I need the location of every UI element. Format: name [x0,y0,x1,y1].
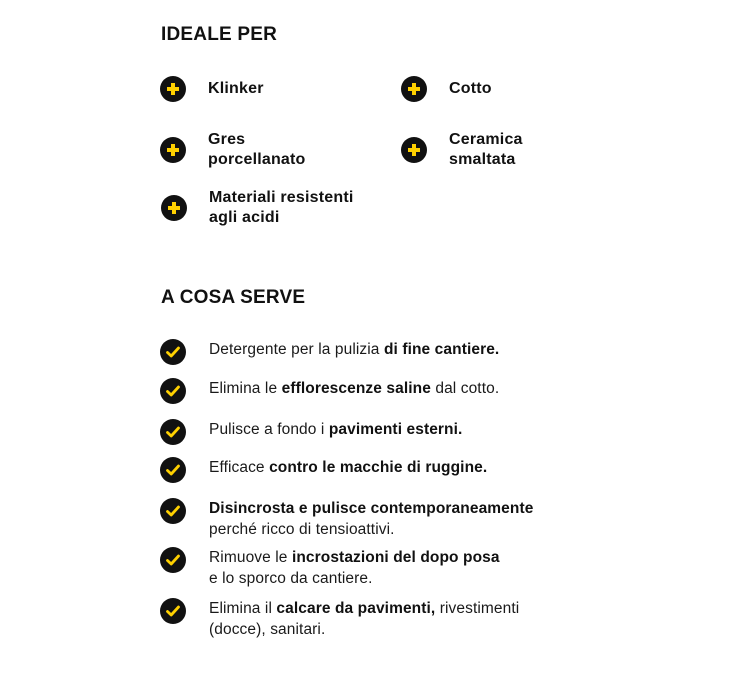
use-item [160,498,533,540]
check-icon [160,378,186,404]
ideal-item-klinker [160,76,264,102]
use-item-text: Efficace contro le macchie di ruggine. [209,459,488,476]
use-item-text: Detergente per la pulizia di fine cantiere. [209,341,500,358]
check-icon [160,419,186,445]
use-item [160,457,487,483]
ideal-item-label: Klinker [208,80,264,97]
use-item-text: Elimina il calcare da pavimenti, rivestimenti (docce), sanitari. [209,600,520,638]
use-item-text: Disincrosta e pulisce contemporaneamente perché ricco di tensioattivi. [209,500,534,538]
a-cosa-serve-heading: A COSA SERVE [161,287,306,308]
ideal-item-ceramica-smaltata [401,130,523,170]
check-icon [160,498,186,524]
ideal-item-label: Cotto [449,80,492,97]
check-icon [160,457,186,483]
ideale-per-heading: IDEALE PER [161,24,278,45]
plus-icon [160,76,186,102]
check-icon [160,598,186,624]
use-item-text: Pulisce a fondo i pavimenti esterni. [209,421,463,438]
ideal-item-cotto [401,76,492,102]
use-item [160,378,499,404]
plus-icon [161,195,187,221]
use-item [160,547,500,589]
plus-icon [160,137,186,163]
ideal-item-gres-porcellanato [160,130,306,170]
plus-icon [401,137,427,163]
ideal-item-label: Materiali resistenti agli acidi [209,189,354,226]
use-item [160,339,499,365]
check-icon [160,547,186,573]
use-item-text: Rimuove le incrostazioni del dopo posa e lo sporco da cantiere. [209,549,500,587]
ideal-item-label: Ceramica smaltata [449,131,523,168]
use-item [160,598,519,640]
use-item [160,419,462,445]
ideal-item-materiali-resistenti [161,188,354,228]
check-icon [160,339,186,365]
use-item-text: Elimina le efflorescenze saline dal cotto. [209,380,500,397]
plus-icon [401,76,427,102]
ideal-item-label: Gres porcellanato [208,131,306,168]
